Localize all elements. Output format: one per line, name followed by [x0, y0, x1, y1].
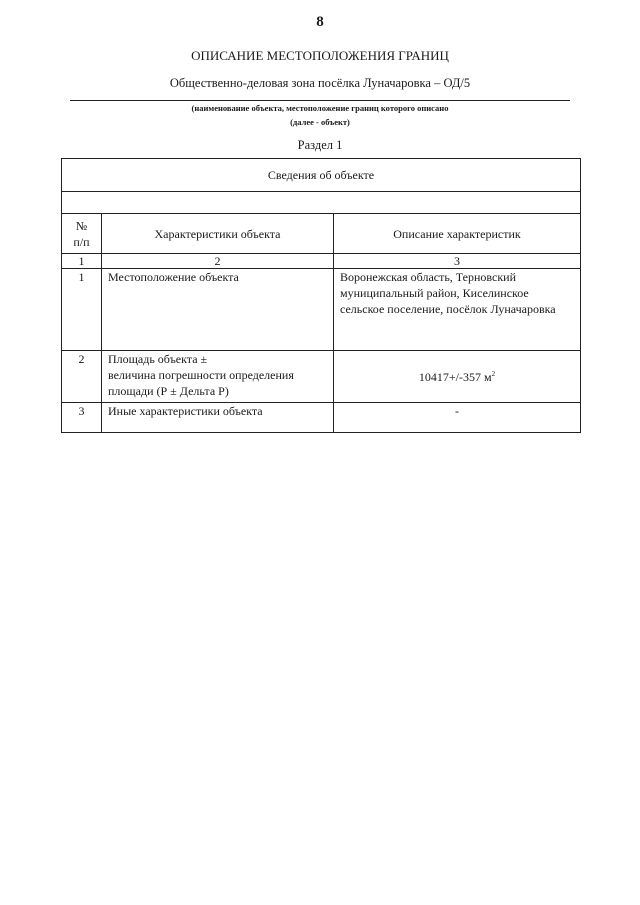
- object-caption-line-2: (далее - объект): [290, 117, 350, 127]
- index-cell: 2: [102, 254, 334, 269]
- underline-rule: [70, 100, 570, 101]
- column-header-number-line-2: п/п: [73, 234, 90, 249]
- characteristic-line: площади (Р ± Дельта Р): [108, 384, 229, 398]
- object-info-table: [61, 158, 581, 433]
- description-line: муниципальный район, Киселинское: [340, 286, 529, 300]
- area-unit-superscript: 2: [491, 369, 496, 378]
- description-line: Воронежская область, Терновский: [340, 270, 517, 284]
- row-description: [334, 351, 581, 403]
- row-description: -: [334, 403, 581, 433]
- table-row: [62, 269, 581, 351]
- table-column-header-row: [62, 214, 581, 254]
- index-cell: 3: [334, 254, 581, 269]
- object-caption-line-1: (наименование объекта, местоположение границ которого описано: [191, 103, 449, 113]
- column-header-characteristics: Характеристики объекта: [102, 214, 334, 254]
- row-number: 2: [62, 351, 102, 403]
- table-index-row: [62, 254, 581, 269]
- object-name: Общественно-деловая зона посёлка Луначаровка – ОД/5: [169, 76, 471, 90]
- table-heading-row: [62, 159, 581, 192]
- description-line: сельское поселение, посёлок Луначаровка: [340, 302, 556, 316]
- characteristic-line: Площадь объекта ±: [108, 352, 208, 366]
- column-header-description: Описание характеристик: [334, 214, 581, 254]
- row-description: [334, 269, 581, 351]
- column-header-number: [62, 214, 102, 254]
- column-header-number-line-1: №: [75, 218, 88, 233]
- characteristic-line: величина погрешности определения: [108, 368, 294, 382]
- page-number: 8: [316, 14, 324, 30]
- document-title: ОПИСАНИЕ МЕСТОПОЛОЖЕНИЯ ГРАНИЦ: [191, 48, 449, 63]
- area-value: 10417+/-357 м: [418, 369, 492, 384]
- table-empty-row: [62, 192, 581, 214]
- row-characteristic: [102, 351, 334, 403]
- row-number: 1: [62, 269, 102, 351]
- empty-cell: [62, 192, 581, 214]
- row-characteristic: Местоположение объекта: [102, 269, 334, 351]
- row-number: 3: [62, 403, 102, 433]
- section-title: Раздел 1: [297, 138, 343, 152]
- index-cell: 1: [62, 254, 102, 269]
- table-row: [62, 403, 581, 433]
- table-heading: Сведения об объекте: [62, 159, 581, 192]
- row-characteristic: Иные характеристики объекта: [102, 403, 334, 433]
- table-row: [62, 351, 581, 403]
